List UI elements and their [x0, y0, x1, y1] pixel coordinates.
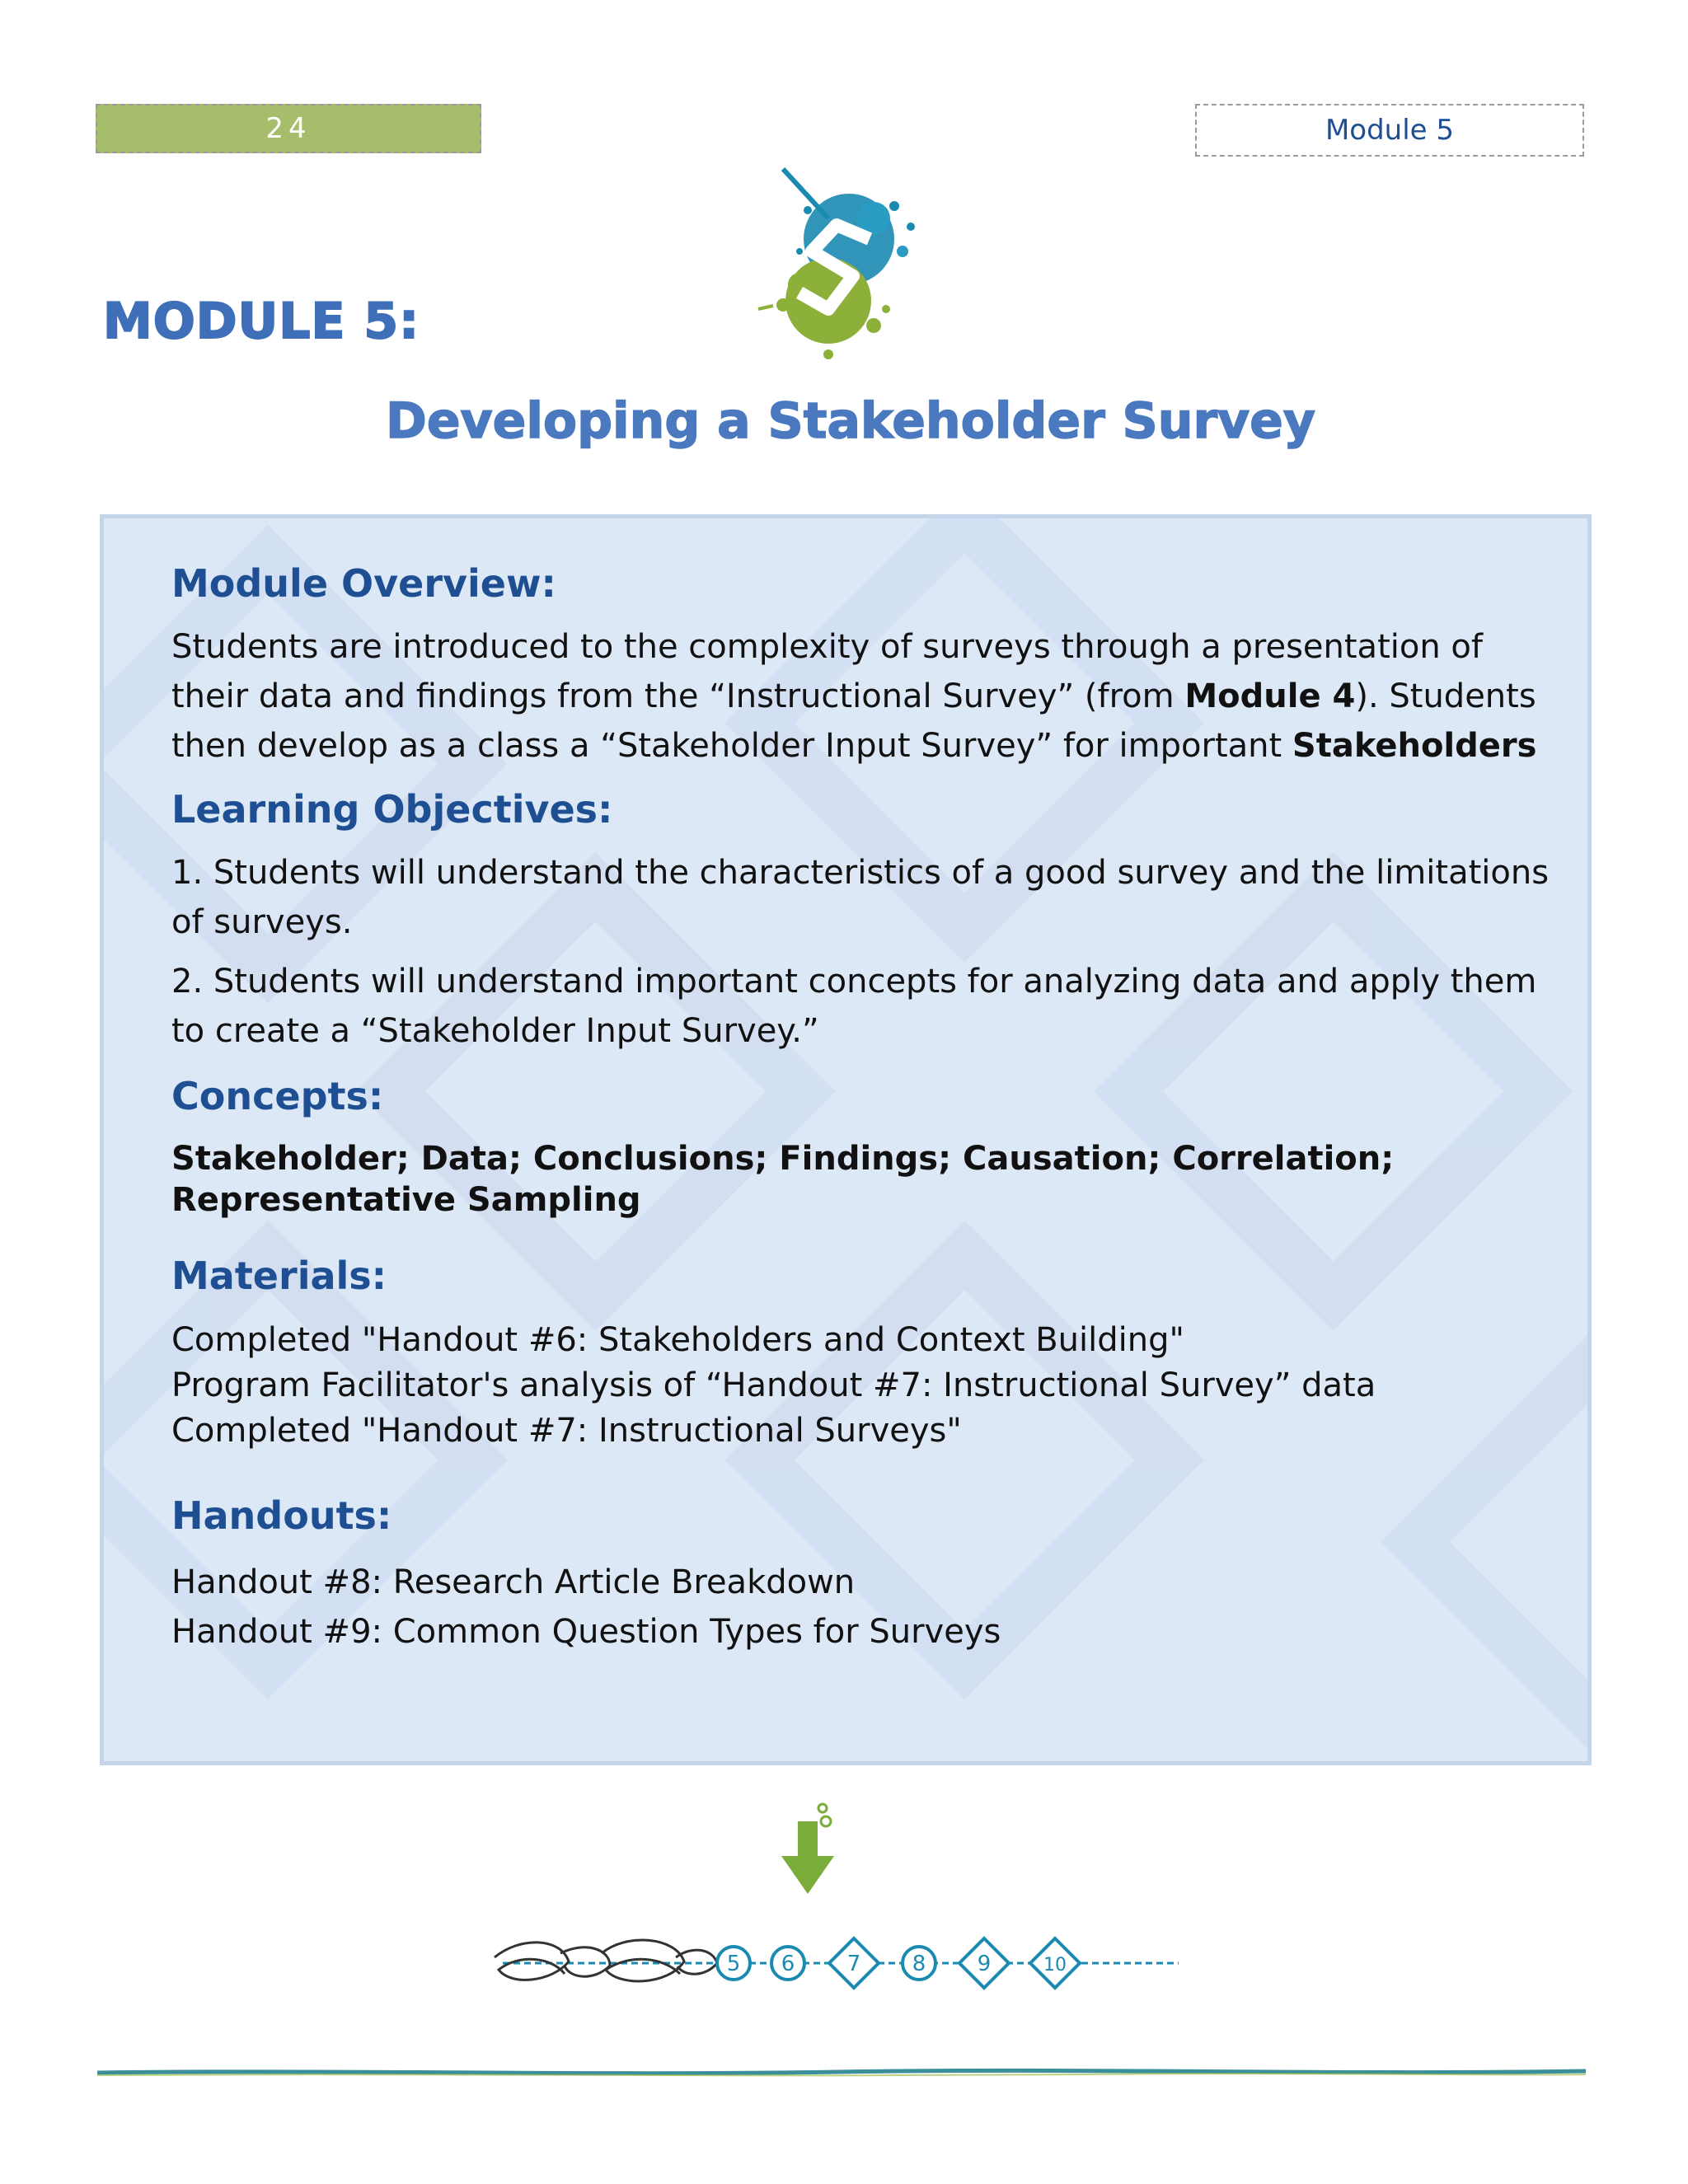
objectives-heading: Learning Objectives: — [171, 787, 613, 832]
handouts-list — [171, 1558, 1556, 1657]
step-5-label: 5 — [726, 1952, 741, 1976]
completed-modules-scribble — [495, 1940, 717, 1981]
overview-text: Students are introduced to the complexity of surveys through a presentation of their data and findings from the “Instructional Survey” (from Module 4). Students then develop as a class a “Stakeholder Input Survey” for important Stakeholders — [171, 628, 1537, 765]
concepts-list: Stakeholder; Data; Conclusions; Findings; Causation; Correlation; Representative Sampling — [171, 1140, 1395, 1219]
objective-item-2: 2. Students will understand important concepts for analyzing data and apply them to create a “Stakeholder Input Survey.” — [171, 963, 1537, 1050]
step-6-label: 6 — [781, 1952, 795, 1976]
page-number-box — [96, 104, 481, 153]
module-heading: MODULE 5: — [103, 293, 420, 350]
module-label: Module 5 — [1325, 114, 1455, 147]
materials-heading: Materials: — [171, 1254, 387, 1298]
step-7-label: 7 — [846, 1952, 861, 1976]
page-subtitle: Developing a Stakeholder Survey — [386, 392, 1315, 450]
green-down-arrow-icon — [775, 1797, 841, 1904]
page-number: 24 — [265, 112, 312, 145]
materials-item: Completed "Handout #6: Stakeholders and Context Building" — [171, 1321, 1184, 1359]
materials-item: Completed "Handout #7: Instructional Surveys" — [171, 1412, 962, 1450]
materials-item: Program Facilitator's analysis of “Handout #7: Instructional Survey” data — [171, 1366, 1376, 1404]
module-label-box — [1195, 104, 1584, 157]
handout-item: Handout #8: Research Article Breakdown — [171, 1563, 856, 1601]
splash-s-logo-icon — [750, 161, 935, 367]
handout-item: Handout #9: Common Question Types for Surveys — [171, 1613, 1001, 1651]
module-progress-tracker — [486, 1912, 1195, 2011]
footer-divider — [97, 2064, 1586, 2081]
handouts-heading: Handouts: — [171, 1493, 392, 1538]
materials-list — [171, 1318, 1556, 1454]
step-9-label: 9 — [977, 1952, 992, 1976]
module-overview-panel — [100, 514, 1592, 1765]
objective-item-1: 1. Students will understand the characteristics of a good survey and the limitations of surveys. — [171, 854, 1550, 941]
concepts-heading: Concepts: — [171, 1074, 384, 1118]
step-10-label: 10 — [1043, 1955, 1067, 1975]
step-nodes — [717, 1938, 1080, 1988]
step-8-label: 8 — [912, 1952, 926, 1976]
overview-heading: Module Overview: — [171, 561, 556, 606]
